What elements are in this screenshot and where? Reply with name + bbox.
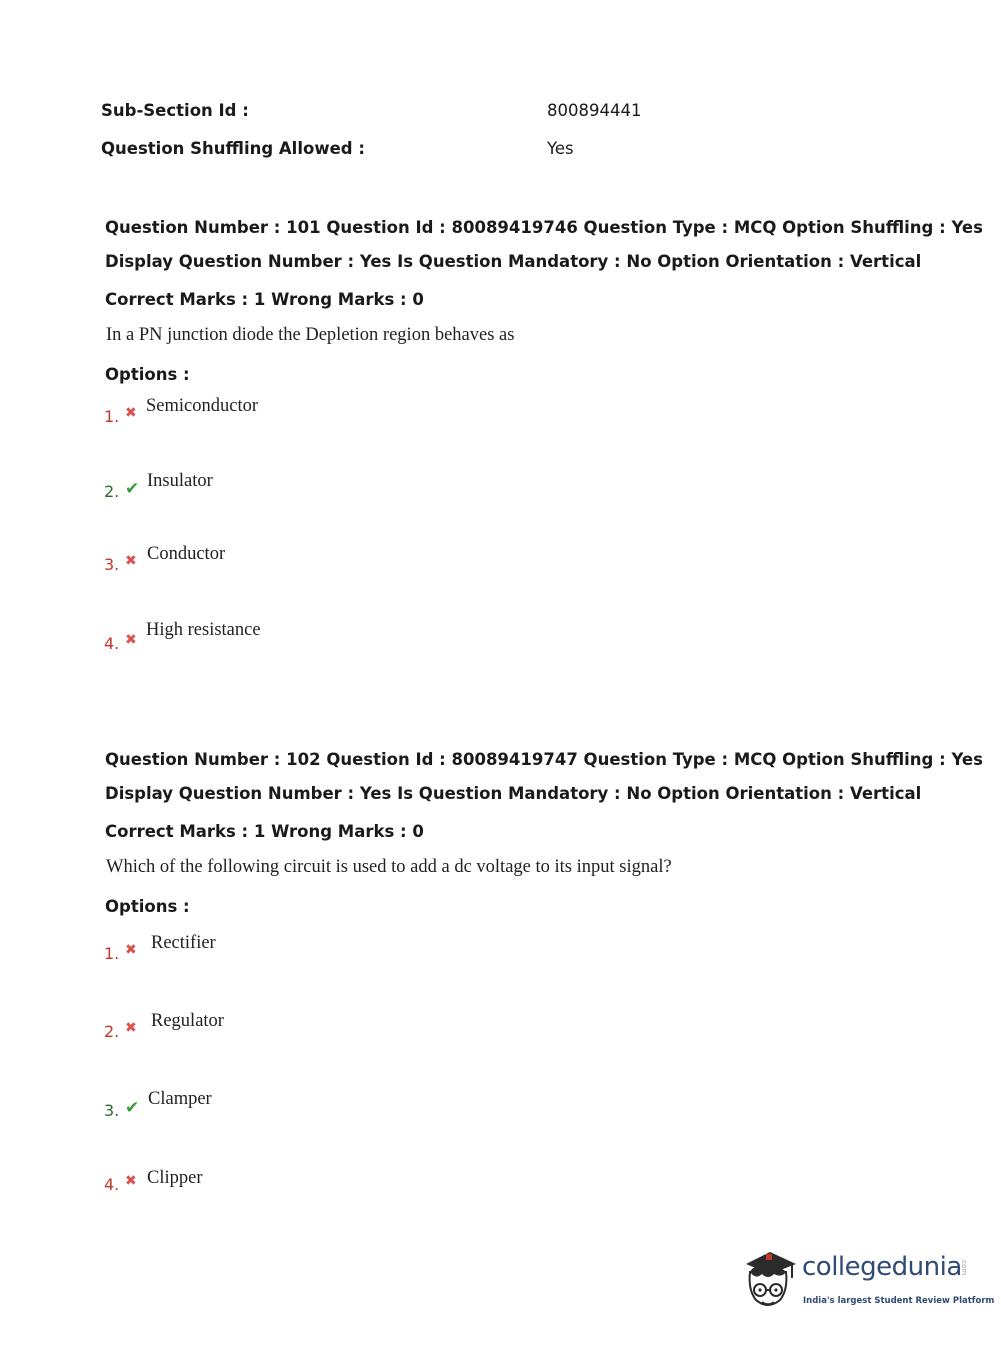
options-label: Options : (105, 365, 190, 384)
options-label: Options : (105, 897, 190, 916)
logo-wordmark: collegedunia (802, 1252, 962, 1282)
option-text: High resistance (146, 620, 261, 640)
shuffling-value: Yes (547, 139, 574, 158)
cross-icon: ✖ (125, 1020, 137, 1036)
option-text: Rectifier (151, 933, 216, 953)
option-number: 2. (104, 1022, 120, 1041)
logo-tagline: India's largest Student Review Platform (803, 1296, 995, 1306)
option-text: Regulator (151, 1011, 224, 1031)
mascot-icon (740, 1250, 798, 1318)
cross-icon: ✖ (125, 1173, 137, 1189)
option-text: Semiconductor (146, 396, 259, 416)
option-number: 3. (104, 555, 120, 574)
question-stem: In a PN junction diode the Depletion region behaves as (106, 325, 515, 345)
question-meta-line1: Question Number : 102 Question Id : 80089419747 Question Type : MCQ Option Shuffling : Yes (105, 750, 983, 769)
option-number: 3. (104, 1101, 120, 1120)
option-text: Clamper (148, 1089, 212, 1109)
question-marks: Correct Marks : 1 Wrong Marks : 0 (105, 290, 424, 309)
option-number: 2. (104, 482, 120, 501)
option-text: Clipper (147, 1168, 203, 1188)
question-stem: Which of the following circuit is used to add a dc voltage to its input signal? (106, 857, 672, 877)
cross-icon: ✖ (125, 553, 137, 569)
collegedunia-logo (740, 1248, 995, 1320)
check-icon: ✔ (125, 479, 140, 499)
shuffling-label: Question Shuffling Allowed : (101, 139, 365, 158)
option-number: 4. (104, 1175, 120, 1194)
option-number: 1. (104, 407, 120, 426)
option-text: Conductor (147, 544, 226, 564)
logo-suffix: .com (960, 1258, 968, 1276)
option-text: Insulator (147, 471, 213, 491)
question-marks: Correct Marks : 1 Wrong Marks : 0 (105, 822, 424, 841)
question-meta-line2: Display Question Number : Yes Is Question Mandatory : No Option Orientation : Vertical (105, 784, 922, 803)
check-icon: ✔ (125, 1098, 140, 1118)
cross-icon: ✖ (125, 405, 137, 421)
option-number: 1. (104, 944, 120, 963)
question-meta-line1: Question Number : 101 Question Id : 80089419746 Question Type : MCQ Option Shuffling : Yes (105, 218, 983, 237)
question-meta-line2: Display Question Number : Yes Is Question Mandatory : No Option Orientation : Vertical (105, 252, 922, 271)
cross-icon: ✖ (125, 632, 137, 648)
cross-icon: ✖ (125, 942, 137, 958)
option-number: 4. (104, 634, 120, 653)
subsection-id-label: Sub-Section Id : (101, 101, 249, 120)
subsection-id-value: 800894441 (547, 101, 642, 120)
